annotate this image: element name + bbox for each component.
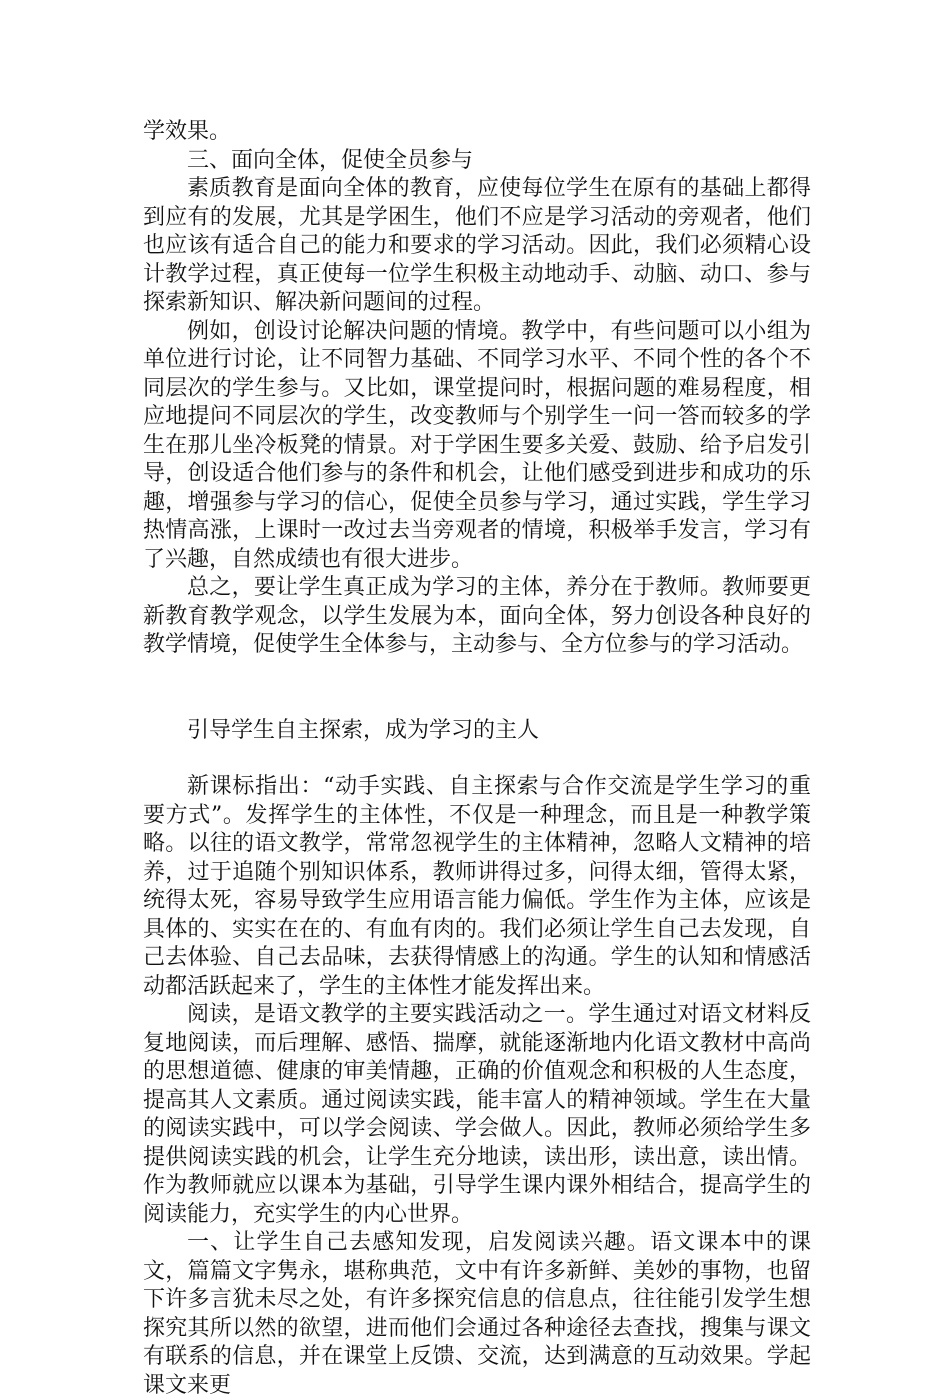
paragraph: 总之，要让学生真正成为学习的主体，养分在于教师。教师要更新教育教学观念，以学生发展为本，面向全体，努力创设各种良好的教学情境，促使学生全体参与，主动参与、全方位参与的学习活动。: [143, 575, 811, 657]
document-page: [143, 118, 811, 1400]
paragraph-continuation: 学效果。: [143, 119, 232, 144]
article-title: 引导学生自主探索，成为学习的主人: [187, 717, 540, 743]
paragraph: 例如，创设讨论解决问题的情境。教学中，有些问题可以小组为单位进行讨论，让不同智力基础、不同学习水平、不同个性的各个不同层次的学生参与。又比如，课堂提问时，根据问题的难易程度，相应地提问不同层次的学生，改变教师与个别学生一问一答而较多的学生在那儿坐冷板凳的情景。对于学困生要多关爱、鼓励、给予启发引导，创设适合他们参与的条件和机会，让他们感受到进步和成功的乐趣，增强参与学习的信心，促使全员参与学习，通过实践，学生学习热情高涨，上课时一改过去当旁观者的情境，积极举手发言，学习有了兴趣，自然成绩也有很大进步。: [143, 318, 811, 572]
section-heading: 三、面向全体，促使全员参与: [187, 147, 474, 173]
paragraph: 素质教育是面向全体的教育，应使每位学生在原有的基础上都得到应有的发展，尤其是学困生，他们不应是学习活动的旁观者，他们也应该有适合自己的能力和要求的学习活动。因此，我们必须精心设计教学过程，真正使每一位学生积极主动地动手、动脑、动口、参与探索新知识、解决新问题间的过程。: [143, 176, 811, 315]
paragraph: 一、让学生自己去感知发现，启发阅读兴趣。语文课本中的课文，篇篇文字隽永，堪称典范，文中有许多新鲜、美妙的事物，也留下许多言犹未尽之处，有许多探究信息的信息点，往往能引发学生想探究其所以然的欲望，进而他们会通过各种途径去查找，搜集与课文有联系的信息，并在课堂上反馈、交流，达到满意的互动效果。学起课文来更: [143, 1230, 811, 1398]
spacer: [143, 660, 811, 717]
paragraph: 阅读，是语文教学的主要实践活动之一。学生通过对语文材料反复地阅读，而后理解、感悟、揣摩，就能逐渐地内化语文教材中高尚的思想道德、健康的审美情趣，正确的价值观念和积极的人生态度，提高其人文素质。通过阅读实践，能丰富人的精神领域。学生在大量的阅读实践中，可以学会阅读、学会做人。因此，教师必须给学生多提供阅读实践的机会，让学生充分地读，读出形，读出意，读出情。作为教师就应以课本为基础，引导学生课内课外相结合，提高学生的阅读能力，充实学生的内心世界。: [143, 1002, 811, 1227]
spacer: [143, 745, 811, 773]
paragraph: 新课标指出：“动手实践、自主探索与合作交流是学生学习的重要方式”。发挥学生的主体性，不仅是一种理念，而且是一种教学策略。以往的语文教学，常常忽视学生的主体精神，忽略人文精神的培养，过于追随个别知识体系，教师讲得过多，问得太细，管得太紧，统得太死，容易导致学生应用语言能力偏低。学生作为主体，应该是具体的、实实在在的、有血有肉的。我们必须让学生自己去发现，自己去体验、自己去品味，去获得情感上的沟通。学生的认知和情感活动都活跃起来了，学生的主体性才能发挥出来。: [143, 774, 811, 999]
